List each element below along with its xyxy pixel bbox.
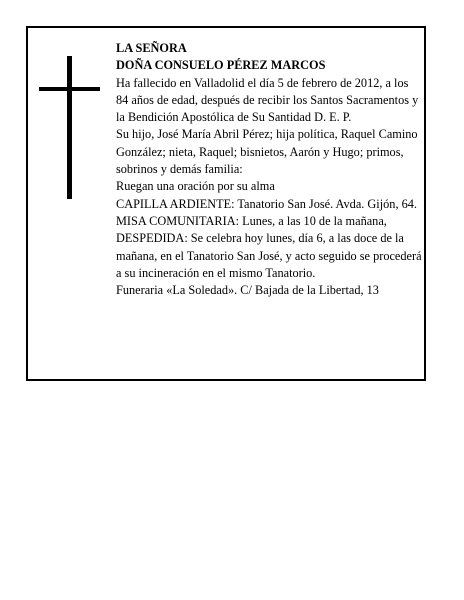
prayer-request: Ruegan una oración por su alma: [116, 179, 275, 194]
obituary-frame: [26, 26, 426, 381]
family-list: Su hijo, José María Abril Pérez; hija política, Raquel Camino González; nieta, Raquel; bisnietos, Aarón y Hugo; primos, sobrinos y demás familia:: [116, 127, 418, 177]
cross-icon-vertical-bar: [67, 56, 72, 199]
mass-info: MISA COMUNITARIA: Lunes, a las 10 de la mañana,: [116, 213, 387, 228]
deceased-name: DOÑA CONSUELO PÉREZ MARCOS: [116, 58, 326, 73]
cross-icon-horizontal-bar: [39, 87, 100, 91]
chapel-info: CAPILLA ARDIENTE: Tanatorio San José. Avda. Gijón, 64.: [116, 196, 417, 211]
funeral-home-info: Funeraria «La Soledad». C/ Bajada de la Libertad, 13: [116, 283, 379, 298]
farewell-info: DESPEDIDA: Se celebra hoy lunes, día 6, a las doce de la mañana, en el Tanatorio San José, y acto seguido se procederá a su incineración en el mismo Tanatorio.: [116, 231, 422, 280]
obituary-heading: LA SEÑORA: [116, 41, 187, 55]
death-announcement: Ha fallecido en Valladolid el día 5 de febrero de 2012, a los 84 años de edad, después de recibir los Santos Sacramentos y la Bendición Apostólica de Su Santidad D. E. P.: [116, 75, 419, 125]
obituary-text: [116, 40, 422, 299]
